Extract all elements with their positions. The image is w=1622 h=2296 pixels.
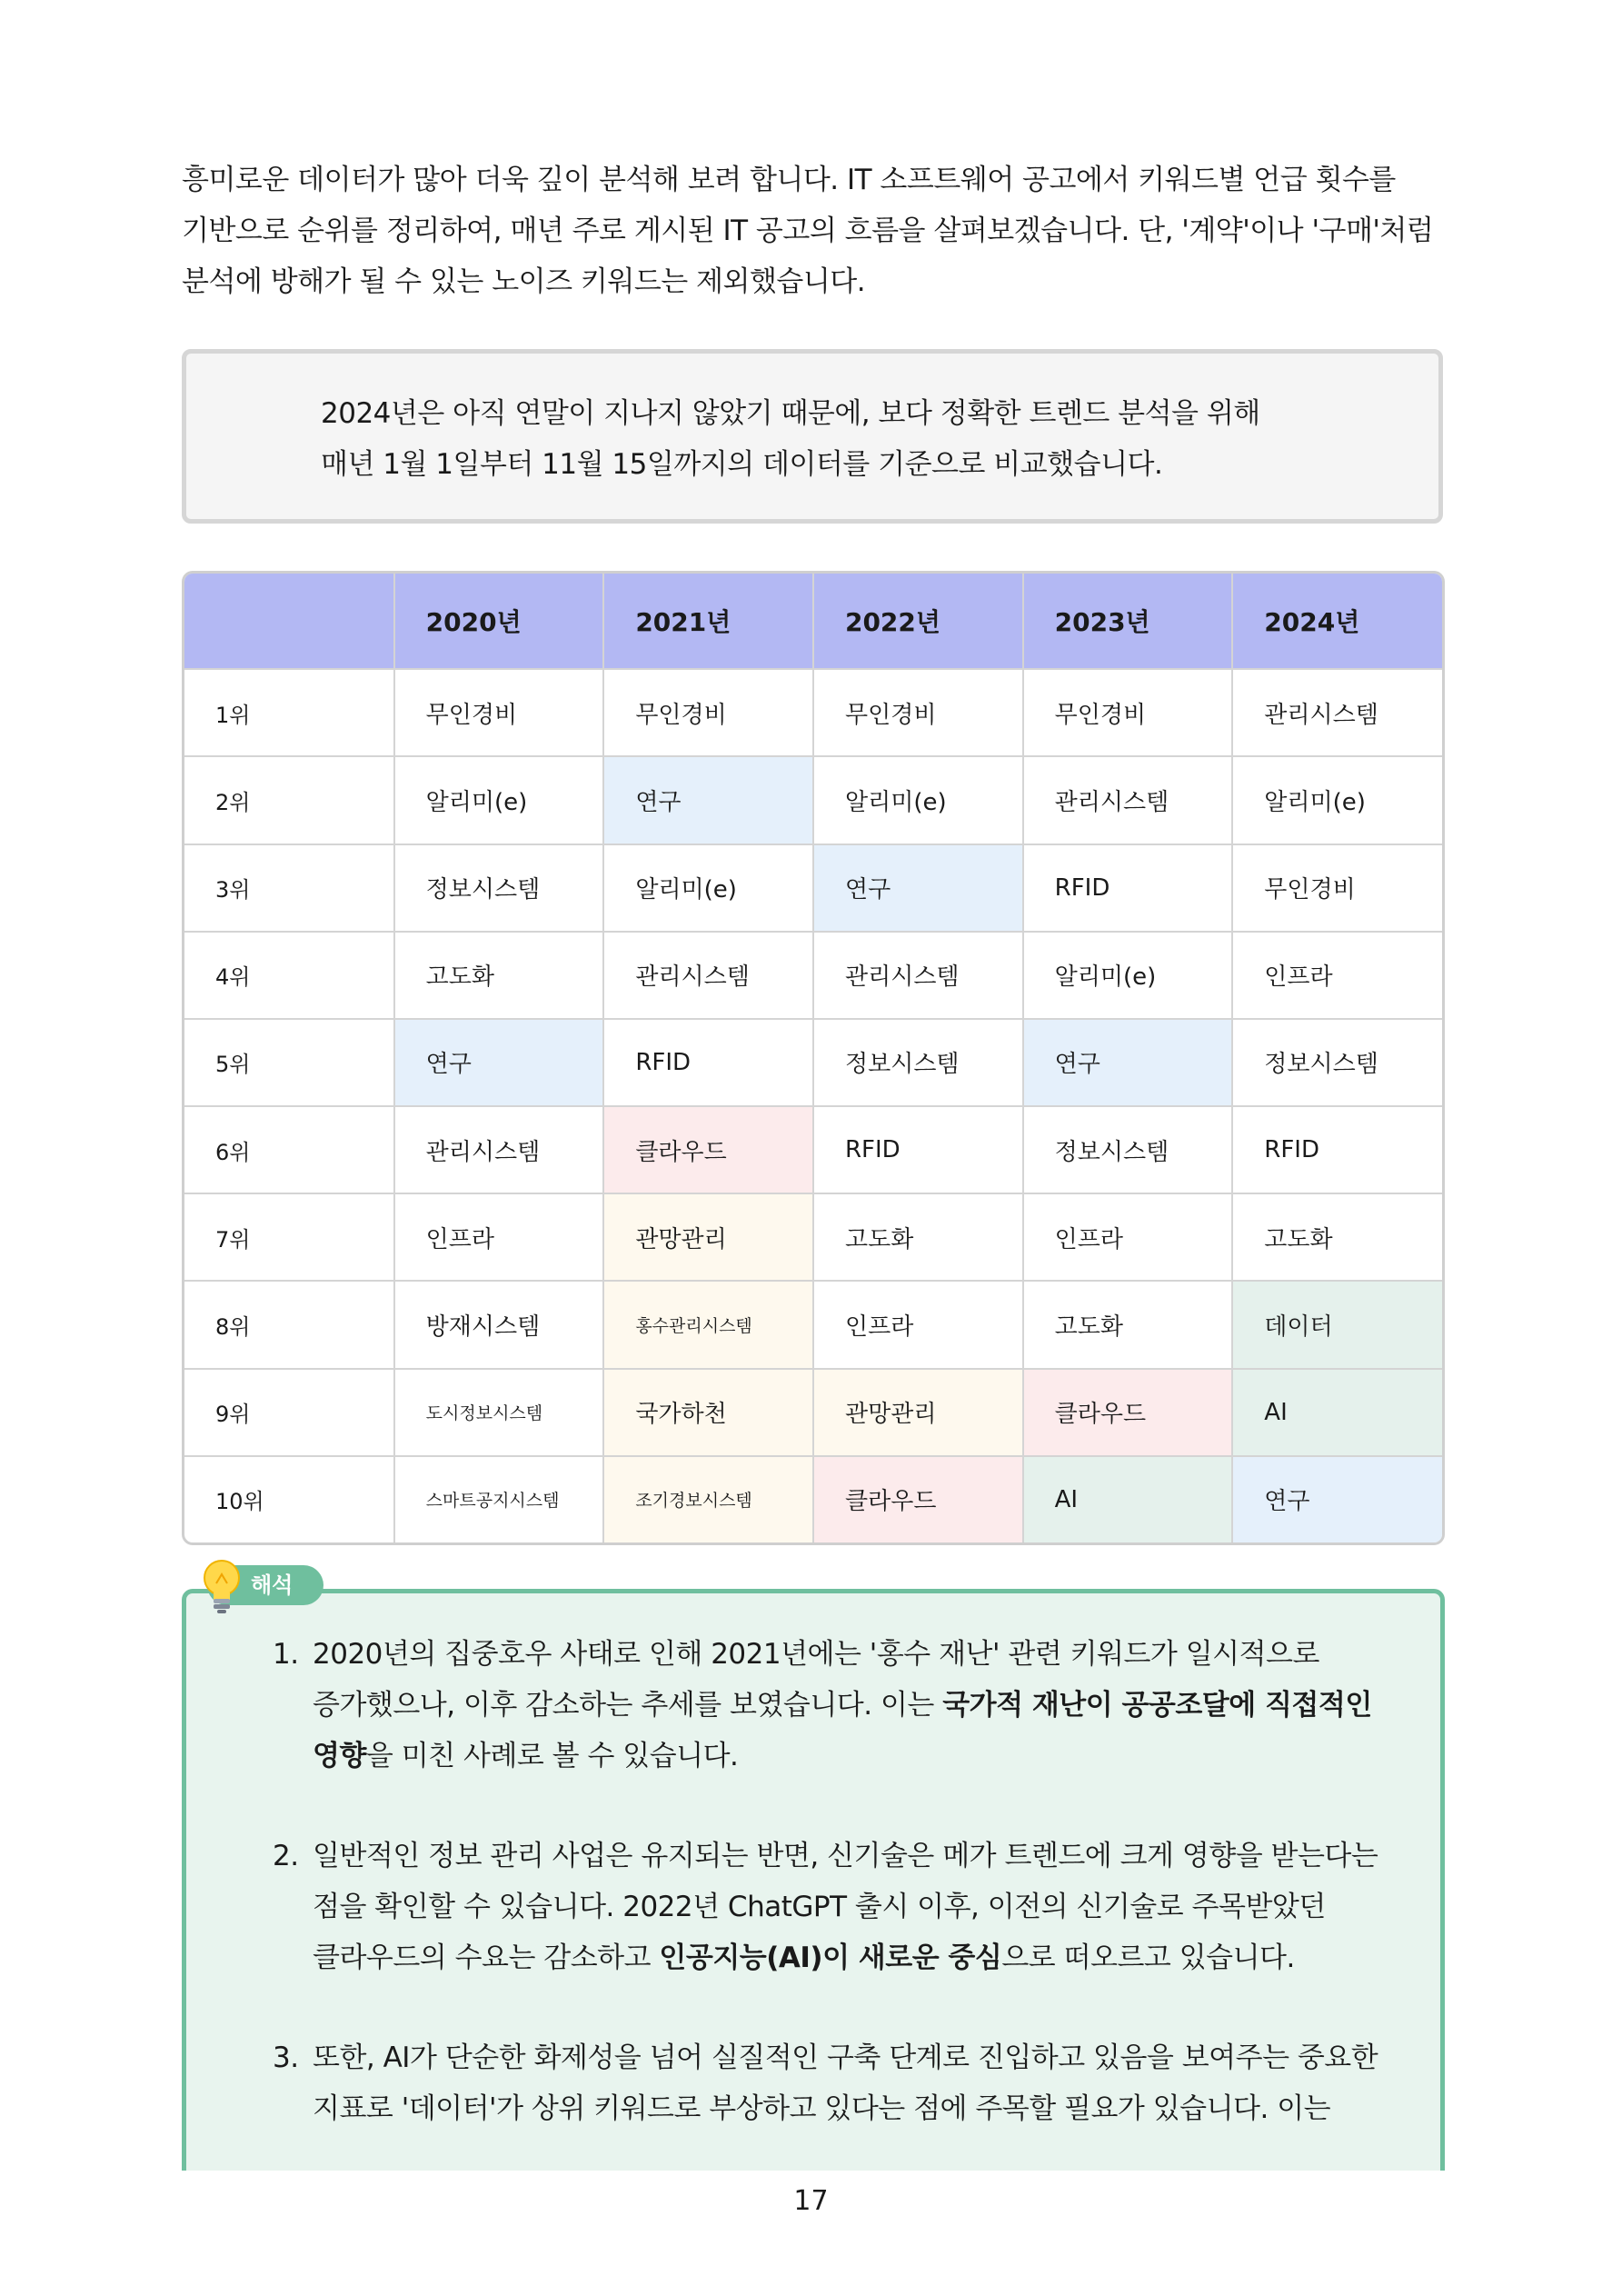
point-bold-text: 영향 xyxy=(313,1740,366,1772)
header-cell: 2023년 xyxy=(1023,574,1233,669)
table-header-row xyxy=(184,574,1442,669)
table-cell: AI xyxy=(1023,1456,1233,1542)
table-cell: 정보시스템 xyxy=(394,844,604,932)
table-cell: 연구 xyxy=(1023,1019,1233,1106)
point-text: 증가했으나, 이후 감소하는 추세를 보였습니다. 이는 xyxy=(313,1689,943,1722)
page-number: 17 xyxy=(793,2185,829,2217)
list-number: 2. xyxy=(273,1840,299,1872)
intro-line: 기반으로 순위를 정리하여, 매년 주로 게시된 IT 공고의 흐름을 살펴보겠습니다. 단, '계약'이나 '구매'처럼 xyxy=(182,215,1434,247)
intro-paragraph xyxy=(182,155,1454,307)
table-cell: 방재시스템 xyxy=(394,1281,604,1368)
rank-cell: 8위 xyxy=(184,1281,394,1368)
table-cell: 알리미(e) xyxy=(1023,932,1233,1019)
table-cell: 연구 xyxy=(394,1019,604,1106)
table-row xyxy=(184,1456,1442,1542)
keyword-ranking-table xyxy=(182,571,1445,1545)
table-cell: 인프라 xyxy=(394,1193,604,1281)
table-cell: RFID xyxy=(1023,844,1233,932)
point-text: 2020년의 집중호우 사태로 인해 2021년에는 '홍수 재난' 관련 키워드가 일시적으로 xyxy=(313,1638,1319,1671)
table-cell: 고도화 xyxy=(1023,1281,1233,1368)
table-cell: AI xyxy=(1232,1369,1442,1456)
interpretation-tag: 해석 xyxy=(207,1565,323,1605)
table-cell: 정보시스템 xyxy=(1232,1019,1442,1106)
rank-cell: 10위 xyxy=(184,1456,394,1542)
point-text: 지표로 '데이터'가 상위 키워드로 부상하고 있다는 점에 주목할 필요가 있습니다. 이는 xyxy=(313,2092,1331,2125)
table-cell: 연구 xyxy=(813,844,1023,932)
header-cell xyxy=(184,574,394,669)
header-cell: 2021년 xyxy=(603,574,813,669)
table-row xyxy=(184,1106,1442,1193)
header-cell: 2024년 xyxy=(1232,574,1442,669)
table-cell: 무인경비 xyxy=(1232,844,1442,932)
table-cell: 국가하천 xyxy=(603,1369,813,1456)
interpretation-list xyxy=(273,1629,1418,2183)
header-cell: 2020년 xyxy=(394,574,604,669)
table-cell: 연구 xyxy=(1232,1456,1442,1542)
table-cell: 알리미(e) xyxy=(394,756,604,844)
table-cell: 알리미(e) xyxy=(603,844,813,932)
table-cell: 고도화 xyxy=(1232,1193,1442,1281)
notice-text xyxy=(321,388,1260,490)
table-cell: 무인경비 xyxy=(603,669,813,756)
rank-cell: 2위 xyxy=(184,756,394,844)
notice-box xyxy=(182,349,1443,524)
table-cell: 홍수관리시스템 xyxy=(603,1281,813,1368)
table-row xyxy=(184,1281,1442,1368)
intro-line: 흥미로운 데이터가 많아 더욱 깊이 분석해 보려 합니다. IT 소프트웨어 공고에서 키워드별 언급 횟수를 xyxy=(182,164,1396,196)
table-cell: 관리시스템 xyxy=(1232,669,1442,756)
notice-line: 2024년은 아직 연말이 지나지 않았기 때문에, 보다 정확한 트렌드 분석을 위해 xyxy=(321,397,1260,430)
table-cell: 데이터 xyxy=(1232,1281,1442,1368)
table-cell: 인프라 xyxy=(813,1281,1023,1368)
table-row xyxy=(184,1369,1442,1456)
table-cell: 관리시스템 xyxy=(1023,756,1233,844)
table-cell: 도시정보시스템 xyxy=(394,1369,604,1456)
table-cell: 클라우드 xyxy=(603,1106,813,1193)
point-bold-text: 국가적 재난이 공공조달에 직접적인 xyxy=(942,1689,1372,1722)
table-row xyxy=(184,1019,1442,1106)
list-item xyxy=(273,1831,1418,1983)
table-cell: 무인경비 xyxy=(1023,669,1233,756)
table-cell: RFID xyxy=(1232,1106,1442,1193)
table-row xyxy=(184,669,1442,756)
point-text: 또한, AI가 단순한 화제성을 넘어 실질적인 구축 단계로 진입하고 있음을 보여주는 중요한 xyxy=(313,2041,1378,2074)
table-cell: 무인경비 xyxy=(394,669,604,756)
table-cell: 인프라 xyxy=(1232,932,1442,1019)
table-cell: 알리미(e) xyxy=(813,756,1023,844)
table-row xyxy=(184,756,1442,844)
table-cell: 인프라 xyxy=(1023,1193,1233,1281)
point-text: 일반적인 정보 관리 사업은 유지되는 반면, 신기술은 메가 트렌드에 크게 영향을 받는다는 xyxy=(313,1840,1378,1872)
header-cell: 2022년 xyxy=(813,574,1023,669)
list-number: 3. xyxy=(273,2041,299,2074)
rank-cell: 7위 xyxy=(184,1193,394,1281)
lightbulb-icon xyxy=(198,1556,245,1616)
point-text: 점을 확인할 수 있습니다. 2022년 ChatGPT 출시 이후, 이전의 신기술로 주목받았던 xyxy=(313,1891,1326,1923)
rank-cell: 9위 xyxy=(184,1369,394,1456)
list-item xyxy=(273,1629,1418,1782)
rank-cell: 3위 xyxy=(184,844,394,932)
rank-cell: 5위 xyxy=(184,1019,394,1106)
list-number: 1. xyxy=(273,1638,299,1671)
table-cell: 고도화 xyxy=(813,1193,1023,1281)
table-cell: 관리시스템 xyxy=(394,1106,604,1193)
list-item xyxy=(273,2032,1418,2134)
point-text: 클라우드의 수요는 감소하고 xyxy=(313,1942,660,1974)
table-cell: 관리시스템 xyxy=(603,932,813,1019)
intro-line: 분석에 방해가 될 수 있는 노이즈 키워드는 제외했습니다. xyxy=(182,265,866,298)
table-row xyxy=(184,932,1442,1019)
table-row xyxy=(184,844,1442,932)
point-bold-text: 인공지능(AI)이 새로운 중심 xyxy=(659,1942,1002,1974)
rank-cell: 4위 xyxy=(184,932,394,1019)
table-cell: 무인경비 xyxy=(813,669,1023,756)
table-cell: 클라우드 xyxy=(1023,1369,1233,1456)
notice-line: 매년 1월 1일부터 11월 15일까지의 데이터를 기준으로 비교했습니다. xyxy=(321,448,1163,481)
table-cell: 정보시스템 xyxy=(813,1019,1023,1106)
table-cell: 클라우드 xyxy=(813,1456,1023,1542)
rank-cell: 1위 xyxy=(184,669,394,756)
table-row xyxy=(184,1193,1442,1281)
table-cell: 관망관리 xyxy=(603,1193,813,1281)
table-cell: RFID xyxy=(813,1106,1023,1193)
table-cell: 고도화 xyxy=(394,932,604,1019)
table-cell: 알리미(e) xyxy=(1232,756,1442,844)
table-cell: 조기경보시스템 xyxy=(603,1456,813,1542)
rank-cell: 6위 xyxy=(184,1106,394,1193)
point-text: 으로 떠오르고 있습니다. xyxy=(1001,1942,1295,1974)
table-cell: 정보시스템 xyxy=(1023,1106,1233,1193)
table-cell: 관망관리 xyxy=(813,1369,1023,1456)
table-cell: 관리시스템 xyxy=(813,932,1023,1019)
table-cell: 연구 xyxy=(603,756,813,844)
table-cell: 스마트공지시스템 xyxy=(394,1456,604,1542)
point-text: 을 미친 사례로 볼 수 있습니다. xyxy=(365,1740,739,1772)
table-cell: RFID xyxy=(603,1019,813,1106)
